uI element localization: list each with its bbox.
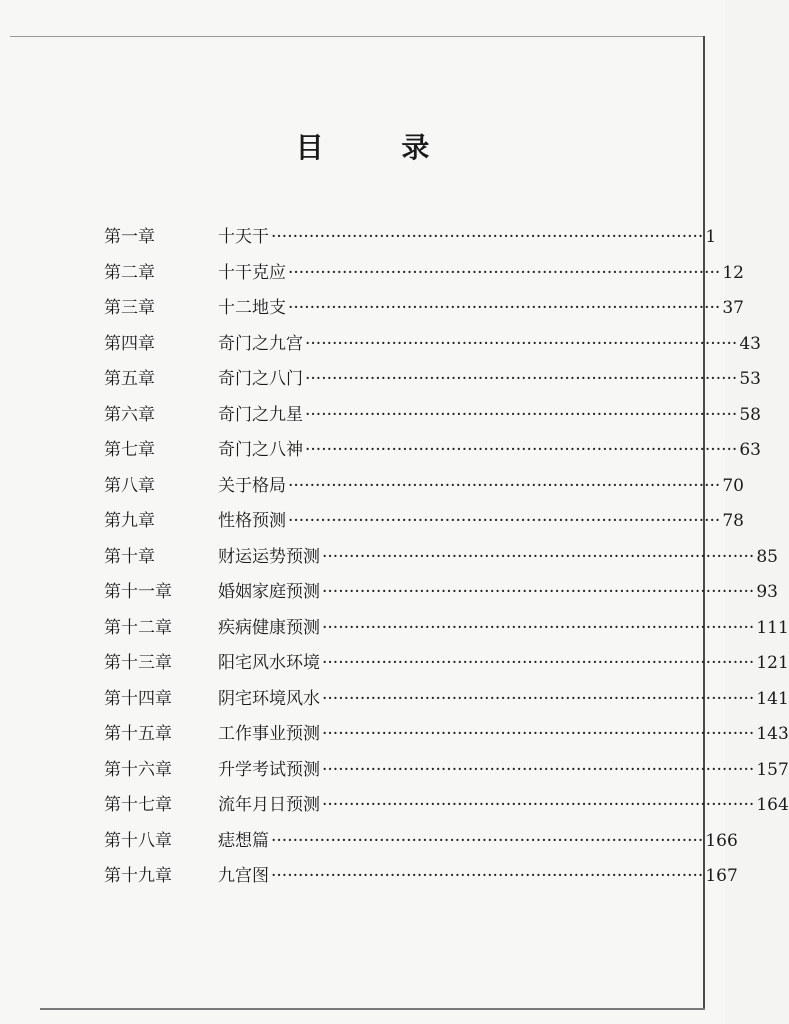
chapter-number: 第十四章 [104,688,172,709]
chapter-number: 第十一章 [104,582,172,602]
chapter-title: 痣想篇 [218,830,269,851]
dot-leader: ················································································ [288,262,721,283]
dot-leader: ················································································ [305,369,738,389]
chapter-number: 第十八章 [104,830,172,851]
toc-entry[interactable] [104,362,761,398]
dot-leader: ················································································ [271,227,704,247]
toc-entry[interactable] [104,469,744,505]
dot-leader: ················································································ [271,830,704,851]
page-number: 166 [705,830,738,851]
page-number: 93 [756,582,778,602]
chapter-number: 第六章 [104,404,155,425]
page-number: 1 [705,227,717,247]
chapter-number: 第十九章 [104,866,172,886]
chapter-title: 性格预测 [218,511,286,531]
page-number: 58 [739,404,761,425]
dot-leader: ················································································ [322,653,755,673]
dot-leader: ················································································ [322,617,755,638]
chapter-number: 第十五章 [104,724,172,744]
chapter-number: 第十章 [104,546,155,567]
dot-leader: ················································································ [305,404,738,425]
table-of-contents [104,220,789,895]
chapter-number: 第四章 [104,333,155,354]
dot-leader: ················································································ [305,333,738,354]
chapter-number: 第十七章 [104,795,172,815]
chapter-title: 奇门之九星 [218,404,303,425]
toc-entry[interactable] [104,575,778,611]
dot-leader: ················································································ [322,759,755,780]
chapter-title: 阴宅环境风水 [218,688,320,709]
chapter-title: 阳宅风水环境 [218,653,320,673]
dot-leader: ················································································ [288,475,721,496]
dot-leader: ················································································ [322,688,755,709]
page-title: 目 录 [295,131,464,164]
toc-entry[interactable] [104,433,761,469]
page-number: 37 [722,298,744,318]
page-number: 12 [722,262,744,283]
toc-entry[interactable] [104,717,789,753]
page-number: 157 [756,759,789,780]
chapter-title: 工作事业预测 [218,724,320,744]
page-number: 141 [756,688,789,709]
toc-entry[interactable] [104,504,744,540]
toc-entry[interactable] [104,859,738,895]
dot-leader: ················································································ [322,795,755,815]
page-number: 53 [739,369,761,389]
dot-leader: ················································································ [271,866,704,886]
chapter-title: 疾病健康预测 [218,617,320,638]
toc-entry[interactable] [104,753,789,789]
chapter-number: 第八章 [104,475,155,496]
toc-entry[interactable] [104,398,761,434]
chapter-number: 第五章 [104,369,155,389]
chapter-title: 十干克应 [218,262,286,283]
toc-entry[interactable] [104,824,738,860]
dot-leader: ················································································ [288,298,721,318]
toc-entry[interactable] [104,540,778,576]
chapter-number: 第三章 [104,298,155,318]
chapter-title: 流年月日预测 [218,795,320,815]
chapter-number: 第十三章 [104,653,172,673]
chapter-title: 十天干 [218,227,269,247]
toc-entry[interactable] [104,611,789,647]
dot-leader: ················································································ [305,440,738,460]
toc-entry[interactable] [104,256,744,292]
chapter-title: 奇门之九宫 [218,333,303,354]
scan-top-border [10,36,705,37]
toc-entry[interactable] [104,220,717,256]
dot-leader: ················································································ [322,546,755,567]
chapter-title: 财运运势预测 [218,546,320,567]
page-number: 78 [722,511,744,531]
page-number: 70 [722,475,744,496]
chapter-number: 第七章 [104,440,155,460]
page-number: 167 [705,866,738,886]
toc-entry[interactable] [104,327,761,363]
chapter-number: 第九章 [104,511,155,531]
page-number: 164 [756,795,789,815]
dot-leader: ················································································ [322,582,755,602]
chapter-title: 奇门之八神 [218,440,303,460]
chapter-title: 婚姻家庭预测 [218,582,320,602]
scan-bottom-border [40,1008,705,1010]
dot-leader: ················································································ [322,724,755,744]
dot-leader: ················································································ [288,511,721,531]
chapter-number: 第二章 [104,262,155,283]
toc-entry[interactable] [104,291,744,327]
chapter-number: 第一章 [104,227,155,247]
toc-entry[interactable] [104,682,789,718]
toc-entry[interactable] [104,646,789,682]
page-number: 63 [739,440,761,460]
chapter-title: 关于格局 [218,475,286,496]
page-number: 85 [756,546,778,567]
page-number: 111 [756,617,789,638]
chapter-title: 十二地支 [218,298,286,318]
chapter-number: 第十六章 [104,759,172,780]
chapter-title: 奇门之八门 [218,369,303,389]
page-number: 43 [739,333,761,354]
page-number: 143 [756,724,789,744]
page-number: 121 [756,653,789,673]
chapter-title: 九宫图 [218,866,269,886]
chapter-number: 第十二章 [104,617,172,638]
chapter-title: 升学考试预测 [218,759,320,780]
toc-entry[interactable] [104,788,789,824]
